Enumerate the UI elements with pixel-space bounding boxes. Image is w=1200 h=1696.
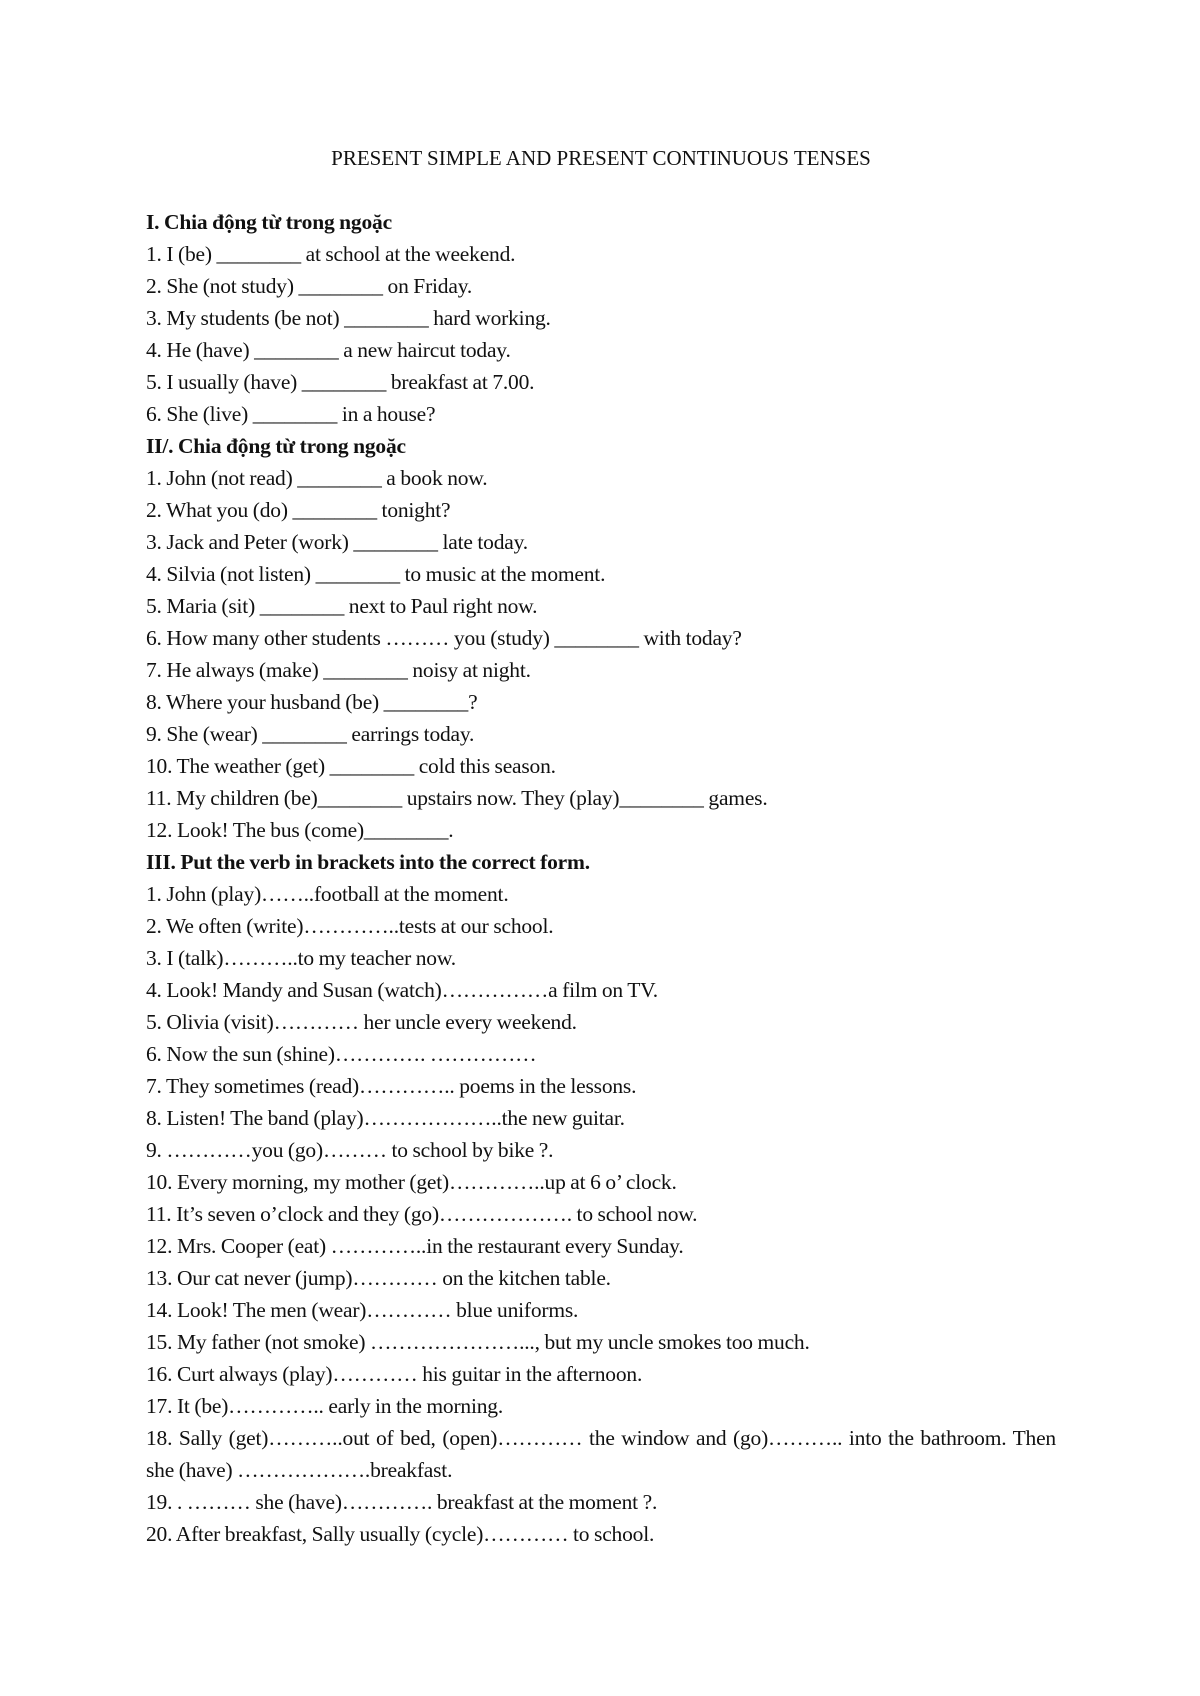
worksheet-page bbox=[146, 142, 1056, 1550]
exercise-item: 16. Curt always (play)………… his guitar in the afternoon. bbox=[146, 1362, 643, 1386]
exercise-item: 6. How many other students ……… you (study) ________ with today? bbox=[146, 626, 742, 650]
exercise-item: 13. Our cat never (jump)………… on the kitchen table. bbox=[146, 1266, 611, 1290]
exercise-item: 12. Look! The bus (come)________. bbox=[146, 818, 454, 842]
exercise-item: 11. It’s seven o’clock and they (go)………………. to school now. bbox=[146, 1202, 698, 1226]
exercise-item: 3. My students (be not) ________ hard working. bbox=[146, 306, 551, 330]
exercise-item: 15. My father (not smoke) …………………..., but my uncle smokes too much. bbox=[146, 1330, 810, 1354]
exercise-item: 5. I usually (have) ________ breakfast at 7.00. bbox=[146, 370, 535, 394]
exercise-item: 6. Now the sun (shine)…………. …………… bbox=[146, 1042, 537, 1066]
exercise-item: 12. Mrs. Cooper (eat) …………..in the restaurant every Sunday. bbox=[146, 1234, 684, 1258]
exercise-item: 5. Maria (sit) ________ next to Paul right now. bbox=[146, 594, 538, 618]
section-2 bbox=[146, 430, 1056, 846]
exercise-item: 2. We often (write)…………..tests at our school. bbox=[146, 914, 554, 938]
exercise-item: 4. Silvia (not listen) ________ to music at the moment. bbox=[146, 562, 606, 586]
exercise-item: 2. What you (do) ________ tonight? bbox=[146, 498, 451, 522]
exercise-item: 2. She (not study) ________ on Friday. bbox=[146, 274, 473, 298]
exercise-item: 10. The weather (get) ________ cold this season. bbox=[146, 754, 556, 778]
page-title: PRESENT SIMPLE AND PRESENT CONTINUOUS TENSES bbox=[331, 146, 871, 170]
section-heading: II/. Chia động từ trong ngoặc bbox=[146, 434, 406, 458]
section-heading: I. Chia động từ trong ngoặc bbox=[146, 210, 392, 234]
exercise-item: 8. Where your husband (be) ________? bbox=[146, 690, 478, 714]
exercise-item: 4. Look! Mandy and Susan (watch)……………a film on TV. bbox=[146, 978, 658, 1002]
exercise-item: 11. My children (be)________ upstairs now. They (play)________ games. bbox=[146, 786, 768, 810]
exercise-item: 17. It (be)………….. early in the morning. bbox=[146, 1394, 504, 1418]
exercise-item: 14. Look! The men (wear)………… blue uniforms. bbox=[146, 1298, 579, 1322]
exercise-item: 8. Listen! The band (play)………………..the new guitar. bbox=[146, 1106, 625, 1130]
exercise-item: 4. He (have) ________ a new haircut today. bbox=[146, 338, 511, 362]
exercise-item: 5. Olivia (visit)………… her uncle every weekend. bbox=[146, 1010, 577, 1034]
exercise-item: 10. Every morning, my mother (get)…………..up at 6 o’ clock. bbox=[146, 1170, 677, 1194]
exercise-item: 19. . ……… she (have)…………. breakfast at the moment ?. bbox=[146, 1490, 658, 1514]
exercise-item: 1. John (not read) ________ a book now. bbox=[146, 466, 488, 490]
section-1 bbox=[146, 206, 1056, 430]
section-heading: III. Put the verb in brackets into the correct form. bbox=[146, 850, 590, 874]
exercise-item: 18. Sally (get)………..out of bed, (open)………… the window and (go)……….. into the bathroom. Then she (have) ……………….breakfast. bbox=[146, 1426, 1056, 1482]
exercise-item: 20. After breakfast, Sally usually (cycle)………… to school. bbox=[146, 1522, 655, 1546]
exercise-item: 7. They sometimes (read)………….. poems in the lessons. bbox=[146, 1074, 637, 1098]
exercise-item: 1. John (play)……..football at the moment. bbox=[146, 882, 509, 906]
exercise-item: 9. She (wear) ________ earrings today. bbox=[146, 722, 475, 746]
exercise-item: 3. Jack and Peter (work) ________ late today. bbox=[146, 530, 528, 554]
section-3 bbox=[146, 846, 1056, 1550]
exercise-item: 6. She (live) ________ in a house? bbox=[146, 402, 436, 426]
exercise-item: 1. I (be) ________ at school at the weekend. bbox=[146, 242, 516, 266]
exercise-item: 9. …………you (go)……… to school by bike ?. bbox=[146, 1138, 554, 1162]
exercise-item: 3. I (talk)………..to my teacher now. bbox=[146, 946, 456, 970]
exercise-item: 7. He always (make) ________ noisy at night. bbox=[146, 658, 531, 682]
